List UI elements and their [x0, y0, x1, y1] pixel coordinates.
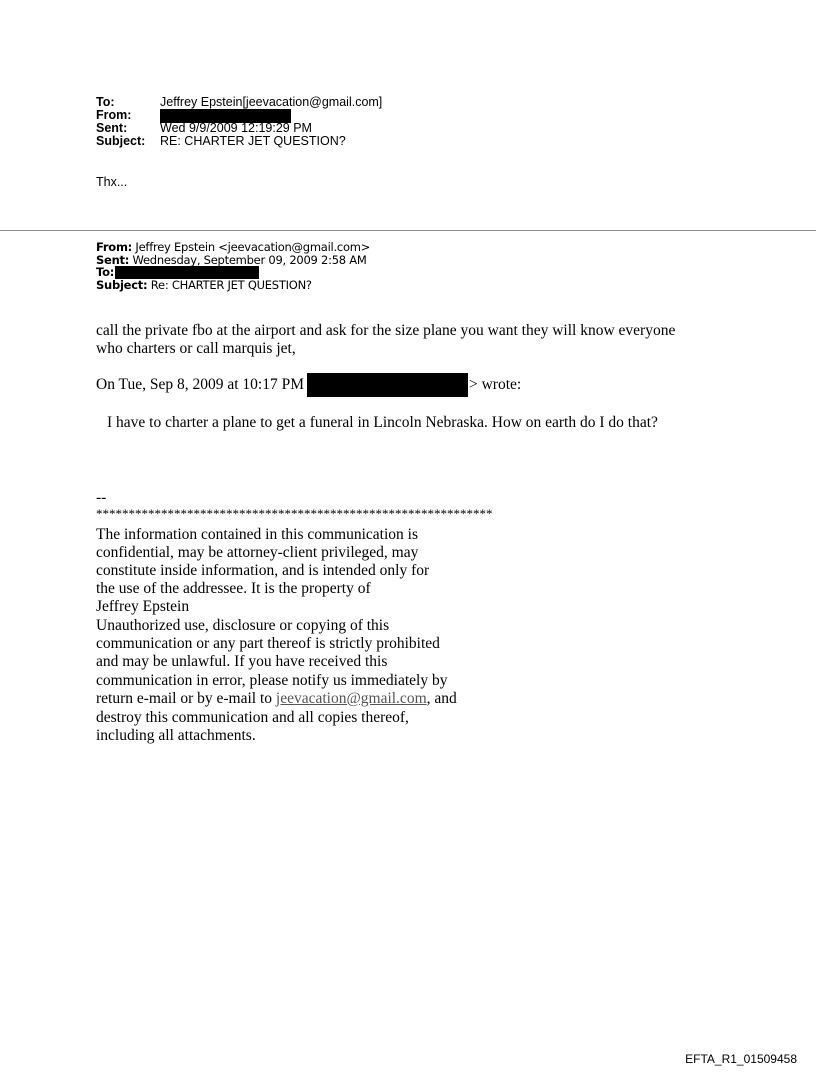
fwd-subject-label: Subject: [96, 277, 148, 292]
subject-label: Subject: [96, 134, 146, 148]
subject-value: RE: CHARTER JET QUESTION? [160, 134, 346, 148]
body-line-1: call the private fbo at the airport and ask for the size plane you want they will know everyone [96, 322, 676, 339]
redaction-box [307, 373, 468, 397]
signature-line: Jeffrey Epstein [96, 598, 190, 615]
signature-line: destroy this communication and all copies thereof, [96, 709, 409, 726]
fwd-sent-label: Sent: [96, 252, 130, 267]
forwarded-header [96, 241, 370, 291]
email-link[interactable]: jeevacation@gmail.com [275, 690, 427, 707]
signature-line: The information contained in this communication is [96, 526, 418, 543]
signature-email-line [96, 690, 457, 708]
sent-value: Wed 9/9/2009 12:19:29 PM [160, 121, 312, 135]
fwd-sent-row [96, 254, 370, 267]
fwd-subject-row [96, 279, 370, 292]
signature-dashes: -- [96, 489, 107, 506]
signature-stars: ************************************************************* [96, 506, 493, 521]
fwd-to-label: To: [96, 265, 115, 279]
to-row [96, 96, 382, 109]
sent-label: Sent: [96, 121, 128, 135]
signature-line: the use of the addressee. It is the property of [96, 580, 371, 597]
reply-text: Thx... [96, 175, 128, 189]
quoted-text: I have to charter a plane to get a funeral in Lincoln Nebraska. How on earth do I do that? [107, 414, 658, 431]
signature-line: Unauthorized use, disclosure or copying of this [96, 617, 390, 634]
signature-line: confidential, may be attorney-client privileged, may [96, 544, 419, 561]
to-label: To: [96, 95, 115, 109]
divider [0, 230, 816, 231]
email-header [96, 96, 382, 148]
quote-intro [96, 373, 521, 397]
fwd-from-label: From: [96, 240, 133, 254]
fwd-subject-value: Re: CHARTER JET QUESTION? [147, 277, 312, 292]
document-id: EFTA_R1_01509458 [685, 1052, 797, 1066]
body-line-2: who charters or call marquis jet, [96, 340, 296, 357]
signature-line: communication in error, please notify us immediately by [96, 672, 448, 689]
signature-line: including all attachments. [96, 727, 256, 744]
quote-intro-end: > wrote: [469, 376, 522, 393]
subject-row [96, 135, 382, 148]
signature-line: and may be unlawful. If you have received this [96, 653, 388, 670]
fwd-from-value: Jeffrey Epstein <jeevacation@gmail.com> [132, 240, 371, 254]
signature-line: constitute inside information, and is intended only for [96, 562, 430, 579]
email-line-post: , and [426, 690, 457, 707]
email-line-pre: return e-mail or by e-mail to [96, 690, 276, 707]
fwd-sent-value: Wednesday, September 09, 2009 2:58 AM [129, 252, 367, 267]
signature-line: communication or any part thereof is strictly prohibited [96, 635, 440, 652]
to-value: Jeffrey Epstein[jeevacation@gmail.com] [160, 95, 383, 109]
quote-intro-start: On Tue, Sep 8, 2009 at 10:17 PM [96, 376, 304, 393]
from-label: From: [96, 108, 132, 122]
